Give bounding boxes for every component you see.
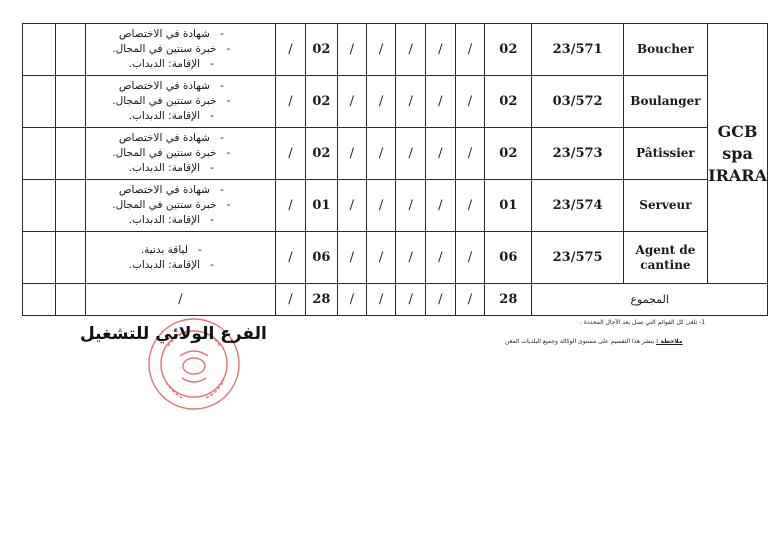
slash-value: /: [455, 76, 485, 128]
count-value: 06: [485, 232, 532, 284]
note-label: ملاحظة :: [655, 338, 683, 345]
job-title: Agent de cantine: [623, 232, 707, 284]
offers-table: [22, 23, 768, 316]
count-value: 02: [485, 24, 532, 76]
blank-cell-b: [56, 180, 85, 232]
table-row: [23, 24, 768, 76]
total-slash: /: [337, 284, 366, 316]
total-value: 02: [305, 76, 337, 128]
total-slash: /: [366, 284, 396, 316]
blank-cell-b: [56, 128, 85, 180]
totals-row: [23, 284, 768, 316]
company-name-line: spa: [722, 143, 753, 163]
last-value: /: [276, 24, 306, 76]
last-value: /: [276, 128, 306, 180]
slash-value: /: [366, 232, 396, 284]
conditions-cell: [85, 24, 276, 76]
table-row: [23, 128, 768, 180]
job-title: Pâtissier: [623, 128, 707, 180]
condition-line: - الإقامة: الدبداب.: [86, 161, 262, 176]
conditions-cell: [85, 76, 276, 128]
count-value: 02: [485, 76, 532, 128]
condition-line: - لياقة بدنية.: [86, 243, 262, 258]
total-slash: /: [426, 284, 456, 316]
conditions-cell: [85, 180, 276, 232]
slash-value: /: [396, 24, 426, 76]
blank-cell-b: [56, 76, 85, 128]
slash-value: /: [337, 128, 366, 180]
total-slash: /: [455, 284, 485, 316]
condition-line: - الإقامة: الدبداب.: [86, 258, 262, 273]
slash-value: /: [426, 76, 456, 128]
slash-value: /: [366, 24, 396, 76]
company-cell: [708, 24, 768, 284]
slash-value: /: [396, 128, 426, 180]
total-value: 02: [305, 24, 337, 76]
condition-line: - خبرة سنتين في المجال.: [86, 198, 262, 213]
last-value: /: [276, 180, 306, 232]
slash-value: /: [455, 232, 485, 284]
total-value: 02: [305, 128, 337, 180]
slash-value: /: [426, 128, 456, 180]
blank-cell-b: [56, 24, 85, 76]
slash-value: /: [396, 180, 426, 232]
count-value: 02: [485, 128, 532, 180]
last-value: /: [276, 76, 306, 128]
total-value: 06: [305, 232, 337, 284]
condition-line: - شهادة في الاختصاص: [86, 131, 262, 146]
job-code: 23/573: [532, 128, 623, 180]
condition-line: - الإقامة: الدبداب.: [86, 109, 262, 124]
last-value: /: [276, 232, 306, 284]
condition-line: - شهادة في الاختصاص: [86, 27, 262, 42]
blank-cell-a: [23, 232, 56, 284]
job-title: Boucher: [623, 24, 707, 76]
slash-value: /: [337, 24, 366, 76]
slash-value: /: [366, 180, 396, 232]
total-last: /: [276, 284, 306, 316]
slash-value: /: [426, 232, 456, 284]
slash-value: /: [455, 180, 485, 232]
job-title: Serveur: [623, 180, 707, 232]
job-code: 23/574: [532, 180, 623, 232]
table-row: [23, 76, 768, 128]
condition-line: - خبرة سنتين في المجال.: [86, 146, 262, 161]
blank-cell-a: [23, 76, 56, 128]
condition-line: - خبرة سنتين في المجال.: [86, 94, 262, 109]
condition-line: - الإقامة: الدبداب.: [86, 213, 262, 228]
note-text: ينشر هذا التقسيم على مستوى الوكالة وجميع البلديات المعن: [505, 338, 655, 345]
table-row: [23, 180, 768, 232]
conditions-cell: [85, 232, 276, 284]
blank-cell-a: [23, 128, 56, 180]
job-title: Boulanger: [623, 76, 707, 128]
slash-value: /: [455, 128, 485, 180]
blank-cell-a: [23, 284, 56, 316]
total-conditions: /: [85, 284, 276, 316]
slash-value: /: [426, 24, 456, 76]
slash-value: /: [396, 76, 426, 128]
slash-value: /: [337, 232, 366, 284]
slash-value: /: [337, 76, 366, 128]
slash-value: /: [366, 128, 396, 180]
condition-line: - شهادة في الاختصاص: [86, 183, 262, 198]
note-deadline: 1- تلغى كل القوائم التي تصل بعد الآجال المحددة .: [580, 319, 706, 326]
job-code: 03/572: [532, 76, 623, 128]
table-row: [23, 232, 768, 284]
job-code: 23/575: [532, 232, 623, 284]
slash-value: /: [366, 76, 396, 128]
slash-value: /: [337, 180, 366, 232]
blank-cell-b: [56, 284, 85, 316]
company-name-line: GCB: [717, 121, 758, 141]
slash-value: /: [426, 180, 456, 232]
total-value: 01: [305, 180, 337, 232]
company-name-line: IRARA: [708, 165, 767, 185]
grand-total: 28: [305, 284, 337, 316]
blank-cell-b: [56, 232, 85, 284]
total-label: المجموع: [532, 284, 768, 316]
slash-value: /: [455, 24, 485, 76]
blank-cell-a: [23, 24, 56, 76]
condition-line: - شهادة في الاختصاص: [86, 79, 262, 94]
blank-cell-a: [23, 180, 56, 232]
job-code: 23/571: [532, 24, 623, 76]
condition-line: - الإقامة: الدبداب.: [86, 57, 262, 72]
note-publication: [505, 338, 683, 345]
slash-value: /: [396, 232, 426, 284]
total-slash: /: [396, 284, 426, 316]
count-value: 01: [485, 180, 532, 232]
condition-line: - خبرة سنتين في المجال.: [86, 42, 262, 57]
signature-office: الفرع الولائي للتشغيل: [80, 324, 267, 344]
total-count: 28: [485, 284, 532, 316]
conditions-cell: [85, 128, 276, 180]
